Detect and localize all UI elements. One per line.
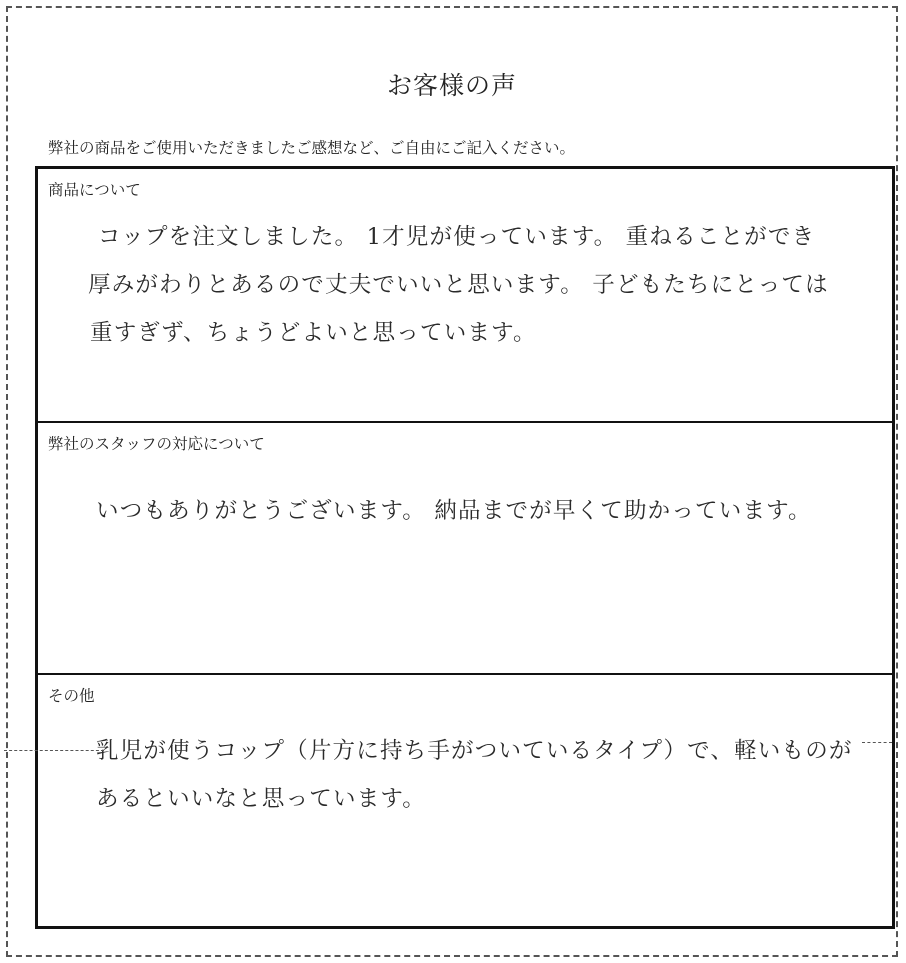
left-dashed-mark xyxy=(4,750,104,751)
product-comment-line: 重すぎず、ちょうどよいと思っています。 xyxy=(90,320,537,346)
feedback-form xyxy=(35,166,895,929)
section-product xyxy=(38,169,892,421)
other-comment-line: 乳児が使うコップ（片方に持ち手がついているタイプ）で、軽いものが xyxy=(96,738,853,764)
survey-sheet xyxy=(6,6,898,957)
product-comment-line: 厚みがわりとあるので丈夫でいいと思います。 子どもたちにとっては xyxy=(88,272,829,298)
right-dashed-mark xyxy=(862,742,892,743)
section-other-label: その他 xyxy=(48,687,95,705)
page-title: お客様の声 xyxy=(386,71,517,100)
intro-text: 弊社の商品をご使用いただきましたご感想など、ご自由にご記入ください。 xyxy=(48,139,576,157)
section-staff xyxy=(38,421,892,675)
staff-comment-line: いつもありがとうございます。 納品までが早くて助かっています。 xyxy=(96,498,812,524)
other-comment-line: あるといいなと思っています。 xyxy=(96,786,427,812)
section-staff-label: 弊社のスタッフの対応について xyxy=(48,435,265,453)
section-product-label: 商品について xyxy=(48,181,141,199)
product-comment-line: コップを注文しました。 1才児が使っています。 重ねることができ xyxy=(98,224,816,250)
section-other xyxy=(38,673,892,928)
